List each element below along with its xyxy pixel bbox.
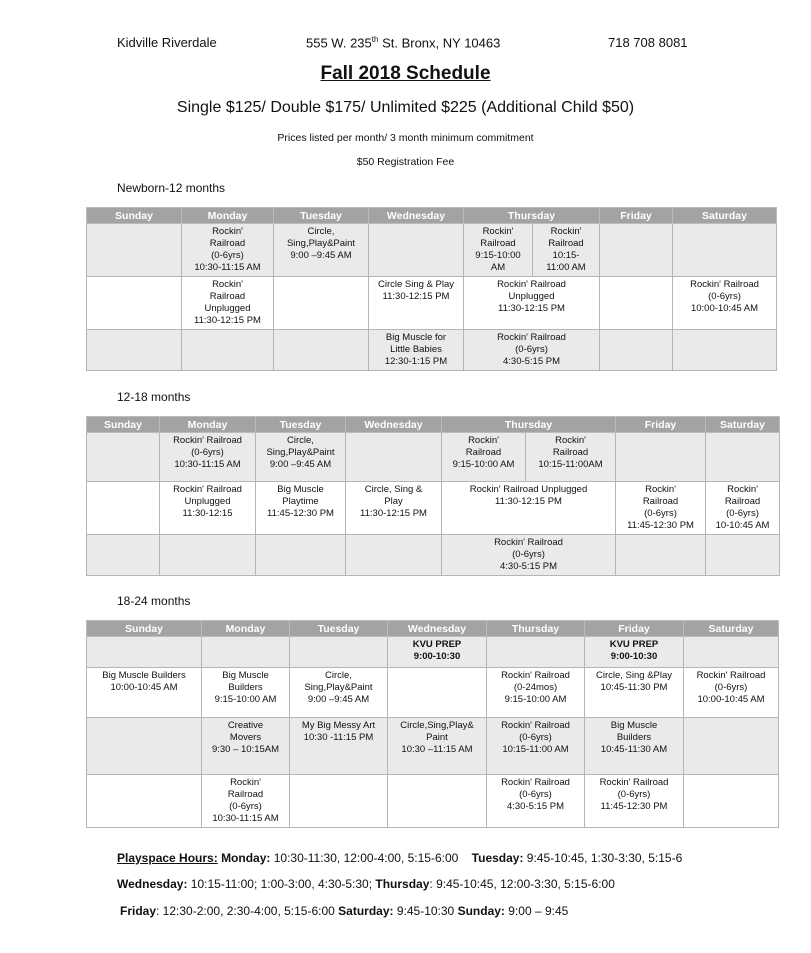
schedule-cell: KVU PREP 9:00-10:30: [585, 637, 684, 668]
schedule-cell: [87, 775, 202, 828]
day-header: Wednesday: [346, 417, 442, 433]
schedule-cell: [600, 330, 673, 371]
day-header: Tuesday: [274, 208, 369, 224]
schedule-cell: [182, 330, 274, 371]
schedule-cell: [87, 482, 160, 535]
schedule-cell: [87, 277, 182, 330]
day-header: Monday: [182, 208, 274, 224]
registration-fee: $50 Registration Fee: [356, 156, 455, 168]
schedule-cell: Circle, Sing,Play&Paint 9:00 –9:45 AM: [256, 433, 346, 482]
schedule-cell: [274, 330, 369, 371]
schedule-cell: Rockin' Railroad 9:15-10:00 AM: [442, 433, 526, 482]
schedule-cell: [673, 330, 777, 371]
day-header: Friday: [616, 417, 706, 433]
playspace-label: Playspace Hours:: [117, 851, 218, 865]
schedule-cell: Rockin' Railroad 10:15-11:00AM: [526, 433, 616, 482]
schedule-cell: [684, 775, 779, 828]
schedule-cell: [388, 775, 487, 828]
schedule-cell: [600, 277, 673, 330]
schedule-cell: Circle, Sing,Play&Paint 9:00 –9:45 AM: [290, 668, 388, 718]
day-header: Tuesday: [290, 621, 388, 637]
schedule-cell: Rockin' Railroad Unplugged 11:30-12:15: [160, 482, 256, 535]
schedule-cell: Circle,Sing,Play& Paint 10:30 –11:15 AM: [388, 718, 487, 775]
day-header: Wednesday: [388, 621, 487, 637]
day-header: Sunday: [87, 621, 202, 637]
schedule-cell: Rockin' Railroad (0-6yrs) 10:30-11:15 AM: [160, 433, 256, 482]
schedule-cell: Circle, Sing,Play&Paint 9:00 –9:45 AM: [274, 224, 369, 277]
schedule-cell: Big Muscle Playtime 11:45-12:30 PM: [256, 482, 346, 535]
schedule-cell: Rockin' Railroad (0-6yrs) 10:00-10:45 AM: [684, 668, 779, 718]
schedule-cell: [388, 668, 487, 718]
schedule-cell: Rockin' Railroad (0-24mos) 9:15-10:00 AM: [487, 668, 585, 718]
schedule-cell: [487, 637, 585, 668]
schedule-cell: Rockin' Railroad (0-6yrs) 11:45-12:30 PM: [616, 482, 706, 535]
schedule-cell: Rockin' Railroad 9:15-10:00 AM: [464, 224, 533, 277]
schedule-cell: Rockin' Railroad Unplugged 11:30-12:15 PM: [442, 482, 616, 535]
schedule-cell: [274, 277, 369, 330]
schedule-cell: KVU PREP 9:00-10:30: [388, 637, 487, 668]
schedule-cell: Rockin' Railroad Unplugged 11:30-12:15 PM: [464, 277, 600, 330]
schedule-cell: [160, 535, 256, 576]
day-header: Thursday: [442, 417, 616, 433]
schedule-cell: Circle Sing & Play 11:30-12:15 PM: [369, 277, 464, 330]
day-header: Tuesday: [256, 417, 346, 433]
location-name: Kidville Riverdale: [117, 35, 217, 50]
schedule-cell: [369, 224, 464, 277]
day-header: Saturday: [706, 417, 780, 433]
schedule-table-12-18: [86, 416, 780, 576]
schedule-cell: Big Muscle Builders 10:00-10:45 AM: [87, 668, 202, 718]
address: 555 W. 235th St. Bronx, NY 10463: [306, 35, 501, 51]
pricing: Single $125/ Double $175/ Unlimited $225 (Additional Child $50): [176, 99, 635, 116]
schedule-cell: [346, 535, 442, 576]
schedule-cell: [706, 433, 780, 482]
schedule-table-newborn: [86, 207, 777, 371]
schedule-cell: Rockin' Railroad Unplugged 11:30-12:15 PM: [182, 277, 274, 330]
section-label: 18-24 months: [117, 594, 191, 608]
day-header: Sunday: [87, 208, 182, 224]
schedule-cell: Circle, Sing & Play 11:30-12:15 PM: [346, 482, 442, 535]
schedule-cell: Big Muscle for Little Babies 12:30-1:15 PM: [369, 330, 464, 371]
schedule-cell: Rockin' Railroad (0-6yrs) 11:45-12:30 PM: [585, 775, 684, 828]
schedule-cell: [684, 718, 779, 775]
day-header: Thursday: [464, 208, 600, 224]
schedule-cell: [256, 535, 346, 576]
day-header: Friday: [600, 208, 673, 224]
day-header: Sunday: [87, 417, 160, 433]
schedule-cell: [290, 637, 388, 668]
day-header: Saturday: [684, 621, 779, 637]
section-label: 12-18 months: [117, 390, 191, 404]
schedule-cell: [202, 637, 290, 668]
schedule-cell: Rockin' Railroad (0-6yrs) 4:30-5:15 PM: [487, 775, 585, 828]
schedule-cell: [706, 535, 780, 576]
schedule-cell: Rockin' Railroad (0-6yrs) 10:30-11:15 AM: [182, 224, 274, 277]
day-header: Wednesday: [369, 208, 464, 224]
schedule-cell: [346, 433, 442, 482]
schedule-cell: Rockin' Railroad 10:15- 11:00 AM: [533, 224, 600, 277]
schedule-cell: [87, 433, 160, 482]
schedule-cell: [87, 224, 182, 277]
schedule-cell: [87, 718, 202, 775]
schedule-cell: Rockin' Railroad (0-6yrs) 10:30-11:15 AM: [202, 775, 290, 828]
playspace-hours-line-2: Wednesday: 10:15-11:00; 1:00-3:00, 4:30-5:30; Thursday: 9:45-10:45, 12:00-3:30, 5:15-6:00: [117, 877, 615, 891]
phone-number: 718 708 8081: [608, 35, 688, 50]
day-header: Saturday: [673, 208, 777, 224]
day-header: Monday: [202, 621, 290, 637]
playspace-hours-line-1: Playspace Hours: Monday: 10:30-11:30, 12:00-4:00, 5:15-6:00 Tuesday: 9:45-10:45, 1:30-3:30, 5:15-6: [117, 851, 683, 865]
schedule-cell: Rockin' Railroad (0-6yrs) 4:30-5:15 PM: [442, 535, 616, 576]
schedule-cell: [290, 775, 388, 828]
schedule-table-18-24: [86, 620, 779, 828]
price-note: Prices listed per month/ 3 month minimum commitment: [277, 132, 534, 144]
schedule-cell: Big Muscle Builders 9:15-10:00 AM: [202, 668, 290, 718]
schedule-cell: [87, 535, 160, 576]
schedule-cell: [616, 535, 706, 576]
schedule-cell: Rockin' Railroad (0-6yrs) 4:30-5:15 PM: [464, 330, 600, 371]
schedule-cell: [87, 637, 202, 668]
schedule-cell: Big Muscle Builders 10:45-11:30 AM: [585, 718, 684, 775]
day-header: Thursday: [487, 621, 585, 637]
schedule-cell: Rockin' Railroad (0-6yrs) 10-10:45 AM: [706, 482, 780, 535]
section-label: Newborn-12 months: [117, 181, 226, 195]
schedule-cell: [616, 433, 706, 482]
schedule-cell: [673, 224, 777, 277]
schedule-cell: Rockin' Railroad (0-6yrs) 10:00-10:45 AM: [673, 277, 777, 330]
schedule-cell: [87, 330, 182, 371]
schedule-cell: [684, 637, 779, 668]
day-header: Monday: [160, 417, 256, 433]
schedule-cell: My Big Messy Art 10:30 -11:15 PM: [290, 718, 388, 775]
schedule-cell: [600, 224, 673, 277]
playspace-hours-line-3: Friday: 12:30-2:00, 2:30-4:00, 5:15-6:00 Saturday: 9:45-10:30 Sunday: 9:00 – 9:45: [120, 904, 569, 918]
schedule-cell: Rockin' Railroad (0-6yrs) 10:15-11:00 AM: [487, 718, 585, 775]
schedule-cell: Creative Movers 9:30 – 10:15AM: [202, 718, 290, 775]
day-header: Friday: [585, 621, 684, 637]
schedule-cell: Circle, Sing &Play 10:45-11:30 PM: [585, 668, 684, 718]
page-title: Fall 2018 Schedule: [320, 63, 491, 84]
